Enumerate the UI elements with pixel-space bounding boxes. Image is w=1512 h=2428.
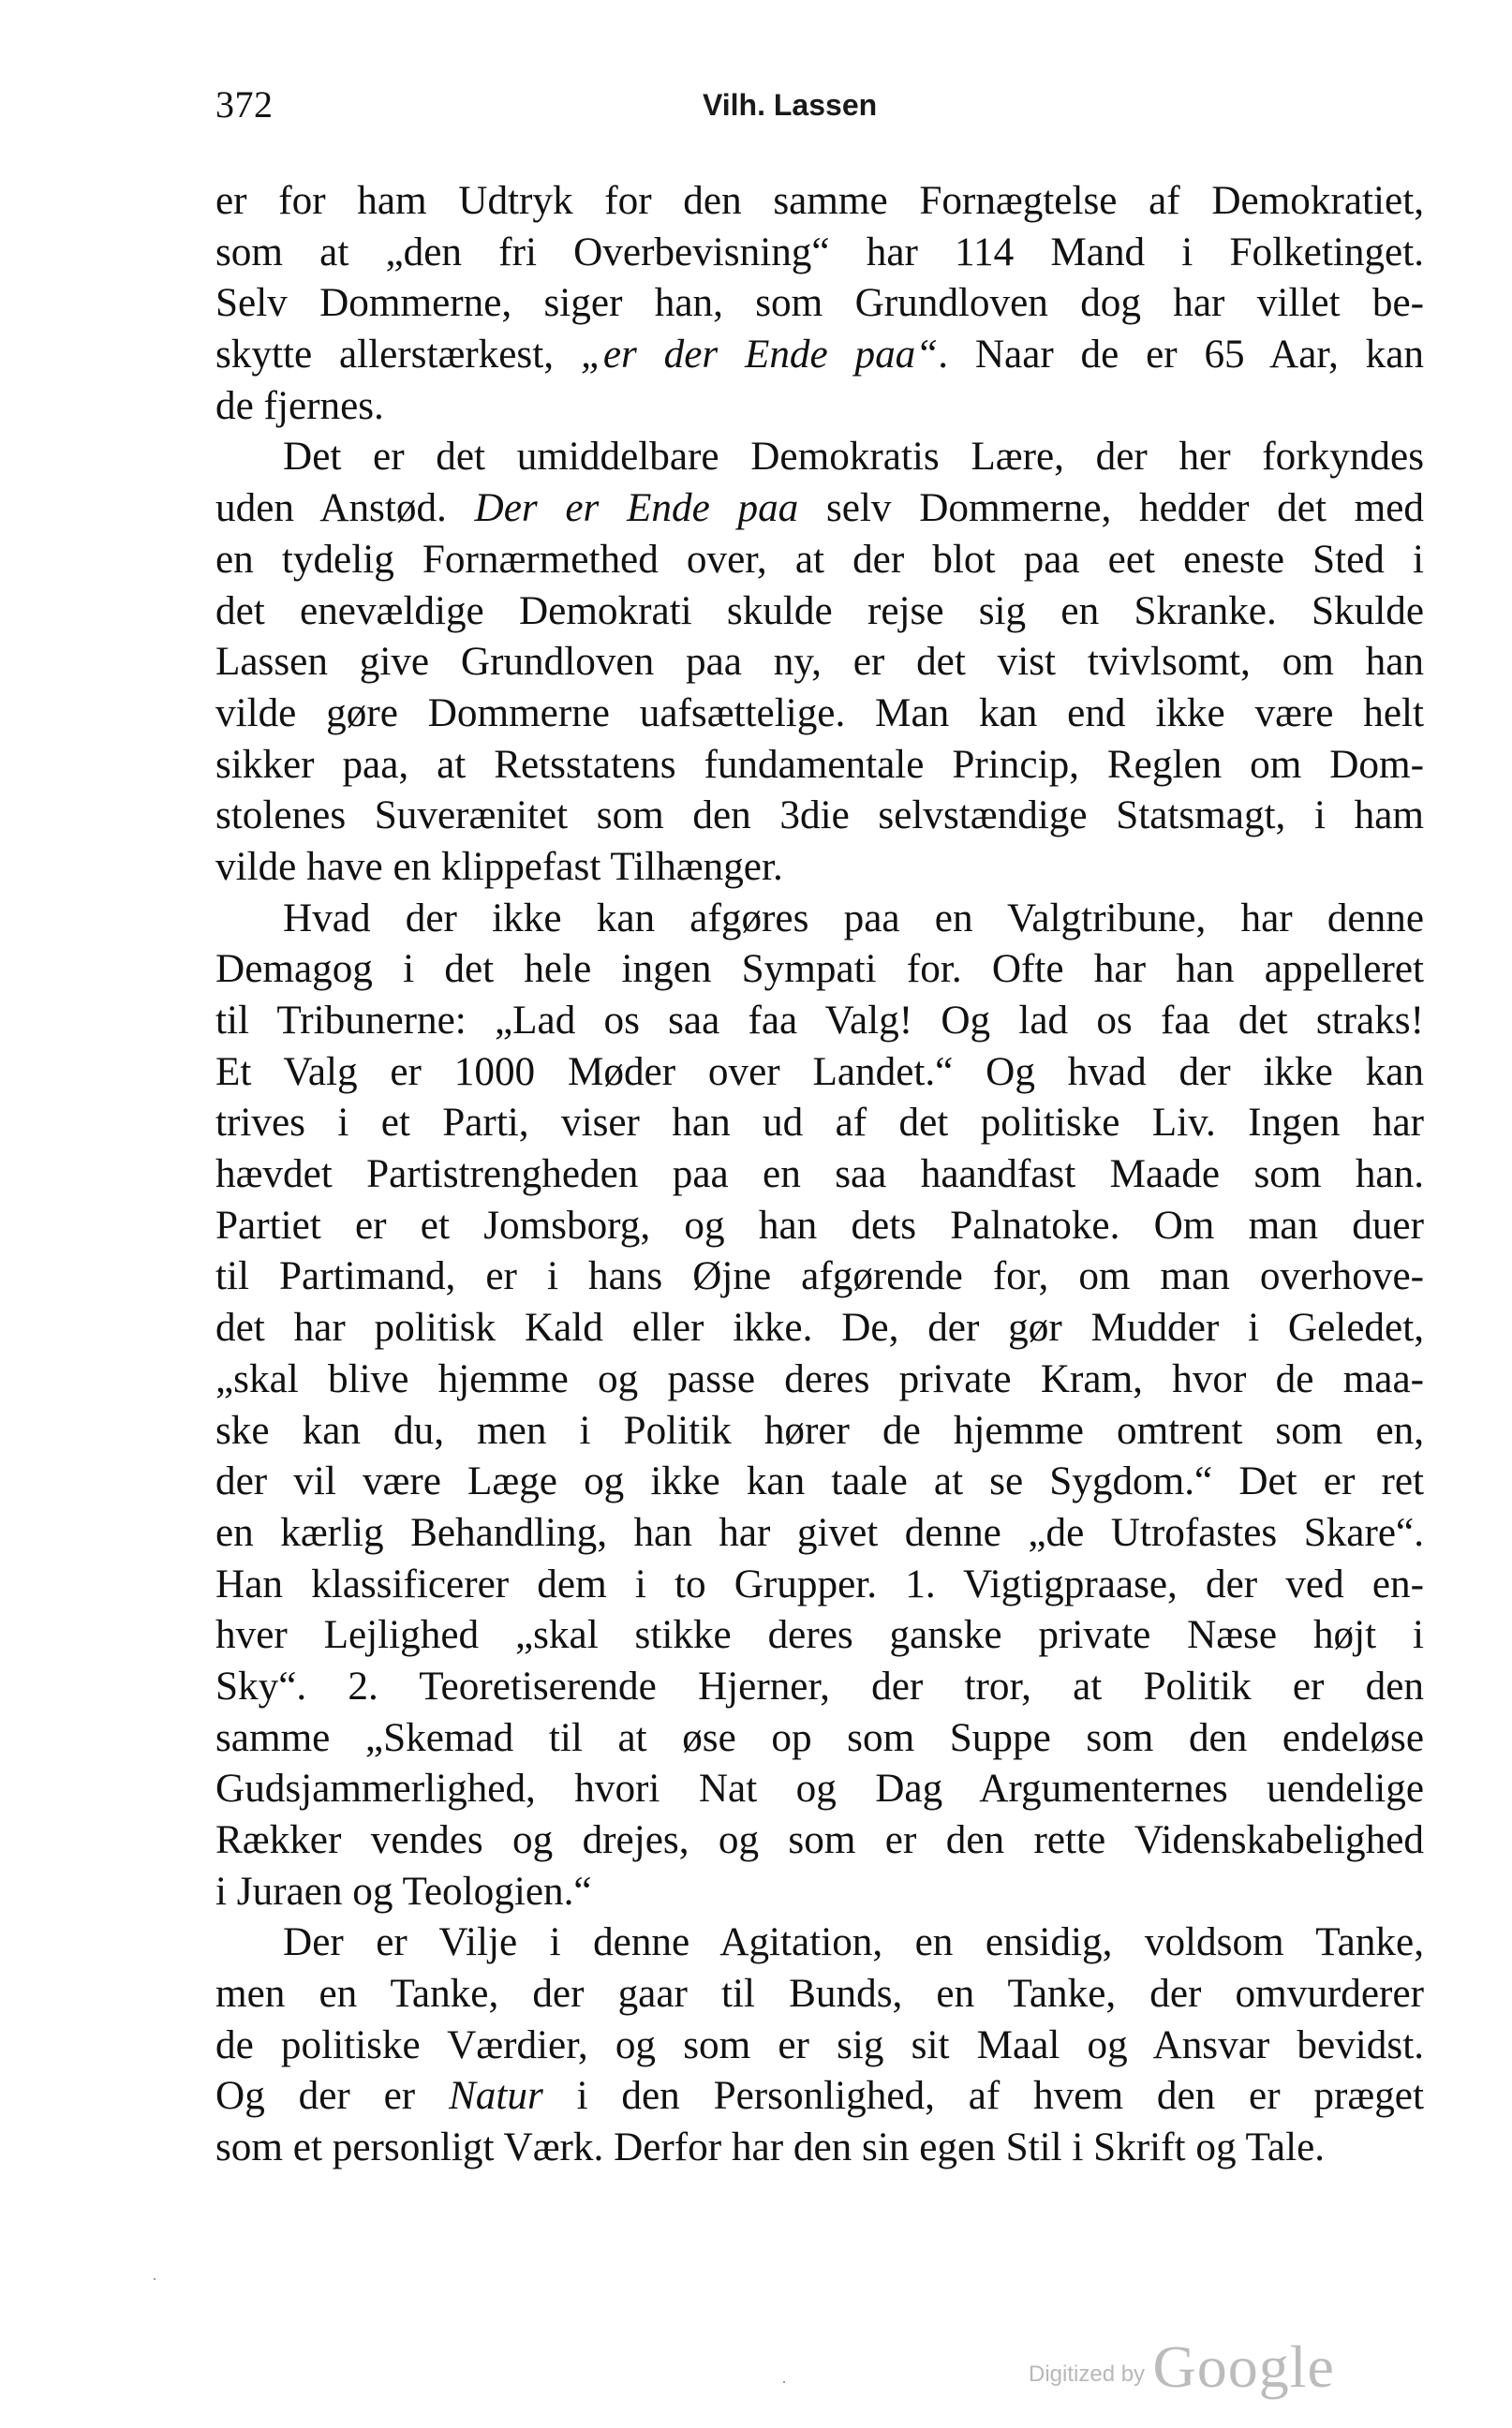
text-line: stolenes Suverænitet som den 3die selvstændige Statsmagt, i ham <box>215 793 1424 838</box>
paragraph <box>215 176 1424 432</box>
text-line: det enevældige Demokrati skulde rejse sig en Skranke. Skulde <box>215 588 1424 633</box>
text-line: Det er det umiddelbare Demokratis Lære, der her forkyndes <box>283 435 1424 480</box>
digitized-by-google-watermark <box>1029 2332 1335 2402</box>
text-line: Selv Dommerne, siger han, som Grundloven dog har villet be- <box>215 281 1424 326</box>
text-line: skytte allerstærkest, „er der Ende paa“. Naar de er 65 Aar, kan <box>215 333 1424 378</box>
text-line: Demagog i det hele ingen Sympati for. Ofte har han appelleret <box>215 947 1424 992</box>
text-line: Gudsjammerlighed, hvori Nat og Dag Argumenternes uendelige <box>215 1767 1424 1812</box>
paragraph <box>215 894 1424 1918</box>
page-header <box>215 77 1424 133</box>
paragraph <box>215 1917 1424 2173</box>
text-line: Han klassificerer dem i to Grupper. 1. Vigtigpraase, der ved en- <box>215 1562 1424 1606</box>
text-line: de fjernes. <box>215 383 384 428</box>
scan-speck <box>154 2278 156 2280</box>
text-line: til Partimand, er i hans Øjne afgørende for, om man overhove- <box>215 1254 1424 1299</box>
text-line: uden Anstød. Der er Ende paa selv Dommerne, hedder det med <box>215 486 1424 531</box>
running-head: Vilh. Lassen <box>703 88 878 122</box>
text-line: hver Lejlighed „skal stikke deres ganske private Næse højt i <box>215 1613 1424 1658</box>
text-line: til Tribunerne: „Lad os saa faa Valg! Og lad os faa det straks! <box>215 999 1424 1043</box>
text-line: Sky“. 2. Teoretiserende Hjerner, der tror, at Politik er den <box>215 1664 1424 1709</box>
text-line: sikker paa, at Retsstatens fundamentale Princip, Reglen om Dom- <box>215 742 1424 787</box>
text-line: i Juraen og Teologien.“ <box>215 1869 592 1914</box>
text-line: samme „Skemad til at øse op som Suppe som den endeløse <box>215 1715 1424 1760</box>
digitized-by-label: Digitized by <box>1029 2361 1146 2387</box>
text-line: Lassen give Grundloven paa ny, er det vist tvivlsomt, om han <box>215 640 1424 685</box>
text-line: Og der er Natur i den Personlighed, af hvem den er præget <box>215 2074 1424 2119</box>
google-logo: Google <box>1152 2333 1335 2400</box>
text-line: som at „den fri Overbevisning“ har 114 Mand i Folketinget. <box>215 229 1424 274</box>
italic-phrase: Natur <box>448 2074 543 2119</box>
text-line: ske kan du, men i Politik hører de hjemme omtrent som en, <box>215 1408 1424 1453</box>
text-line: Et Valg er 1000 Møder over Landet.“ Og hvad der ikke kan <box>215 1049 1424 1094</box>
text-line: det har politisk Kald eller ikke. De, der gør Mudder i Geledet, <box>215 1306 1424 1351</box>
text-line: „skal blive hjemme og passe deres private Kram, hvor de maa- <box>215 1356 1424 1401</box>
text-line: som et personligt Værk. Derfor har den sin egen Stil i Skrift og Tale. <box>215 2125 1326 2170</box>
text-line: Partiet er et Jomsborg, og han dets Palnatoke. Om man duer <box>215 1203 1424 1248</box>
italic-phrase: Der er Ende paa <box>474 486 799 531</box>
text-line: Der er Vilje i denne Agitation, en ensidig, voldsom Tanke, <box>283 1920 1424 1965</box>
text-line: er for ham Udtryk for den samme Fornægtelse af Demokratiet, <box>215 179 1424 223</box>
text-line: vilde have en klippefast Tilhænger. <box>215 844 783 889</box>
page-number: 372 <box>215 83 274 126</box>
text-line: en kærlig Behandling, han har givet denne „de Utrofastes Skare“. <box>215 1510 1424 1555</box>
text-line: de politiske Værdier, og som er sig sit Maal og Ansvar bevidst. <box>215 2022 1424 2067</box>
text-line: en tydelig Fornærmethed over, at der blot paa eet eneste Sted i <box>215 537 1424 582</box>
text-line: hævdet Partistrengheden paa en saa haandfast Maade som han. <box>215 1152 1424 1197</box>
text-line: der vil være Læge og ikke kan taale at se Sygdom.“ Det er ret <box>215 1459 1424 1504</box>
text-line: trives i et Parti, viser han ud af det politiske Liv. Ingen har <box>215 1101 1424 1146</box>
text-line: vilde gøre Dommerne uafsættelige. Man kan end ikke være helt <box>215 690 1424 735</box>
paragraph <box>215 432 1424 893</box>
text-line: men en Tanke, der gaar til Bunds, en Tanke, der omvurderer <box>215 1972 1424 2017</box>
scan-speck <box>783 2381 785 2383</box>
body-text <box>215 176 1424 2174</box>
text-line: Rækker vendes og drejes, og som er den rette Videnskabelighed <box>215 1818 1424 1862</box>
text-line: Hvad der ikke kan afgøres paa en Valgtribune, har denne <box>283 896 1424 940</box>
italic-phrase: „er der Ende paa“ <box>580 333 939 378</box>
